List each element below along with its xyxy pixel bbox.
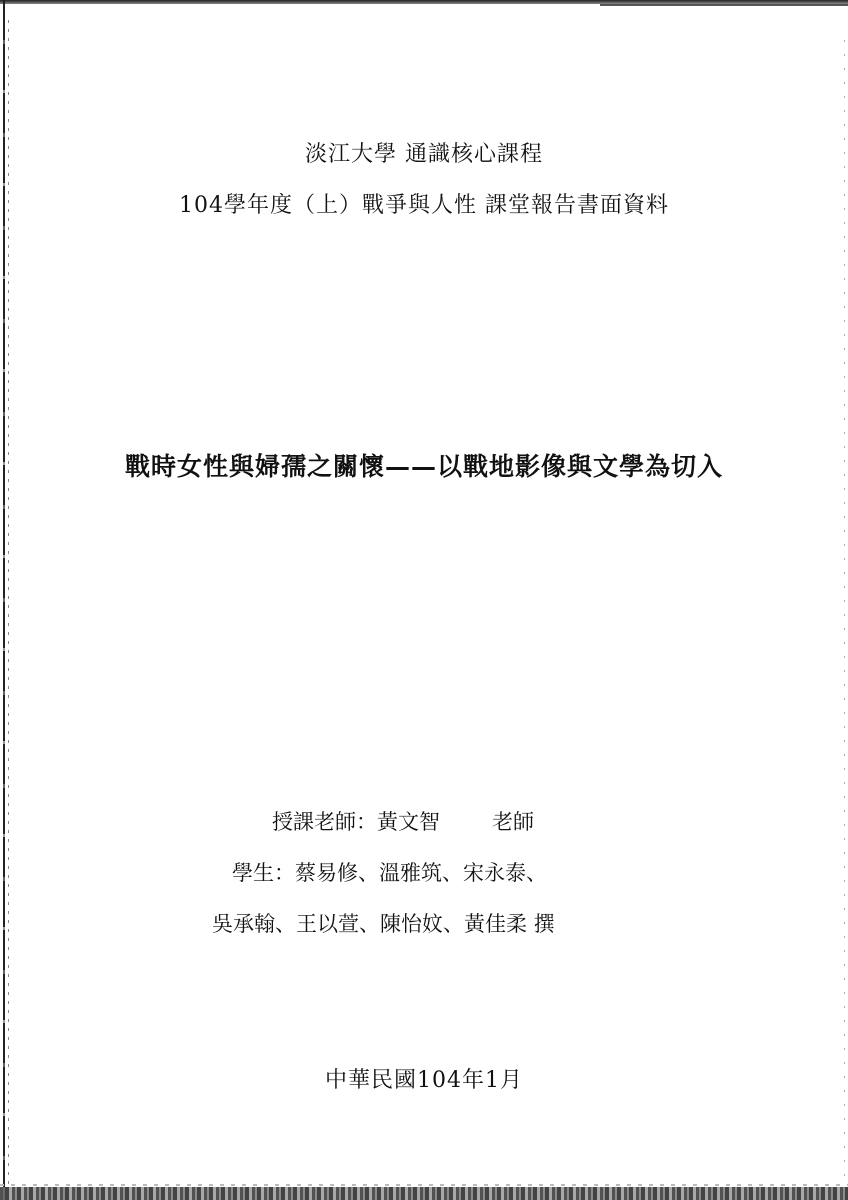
scan-edge-bottom-dots — [0, 1184, 848, 1186]
students-line-1: 學生：蔡易修、溫雅筑、宋永泰、 — [232, 861, 547, 885]
students-line-2: 吳承翰、王以萱、陳怡妏、黃佳柔 撰 — [212, 912, 555, 936]
scan-edge-top-line — [600, 4, 848, 6]
instructor-suffix: 老師 — [492, 810, 534, 834]
scan-edge-bottom — [0, 1187, 848, 1200]
university-course-header: 淡江大學 通識核心課程 — [305, 142, 543, 167]
report-title: 戰時女性與婦孺之關懷——以戰地影像與文學為切入 — [124, 452, 723, 481]
instructor-label: 授課老師：黃文智 — [272, 810, 440, 834]
report-date: 中華民國104年1月 — [325, 1068, 523, 1093]
instructor-line — [272, 806, 534, 836]
report-subtitle: 104學年度（上）戰爭與人性 課堂報告書面資料 — [179, 193, 669, 218]
scan-edge-left — [3, 0, 5, 1200]
